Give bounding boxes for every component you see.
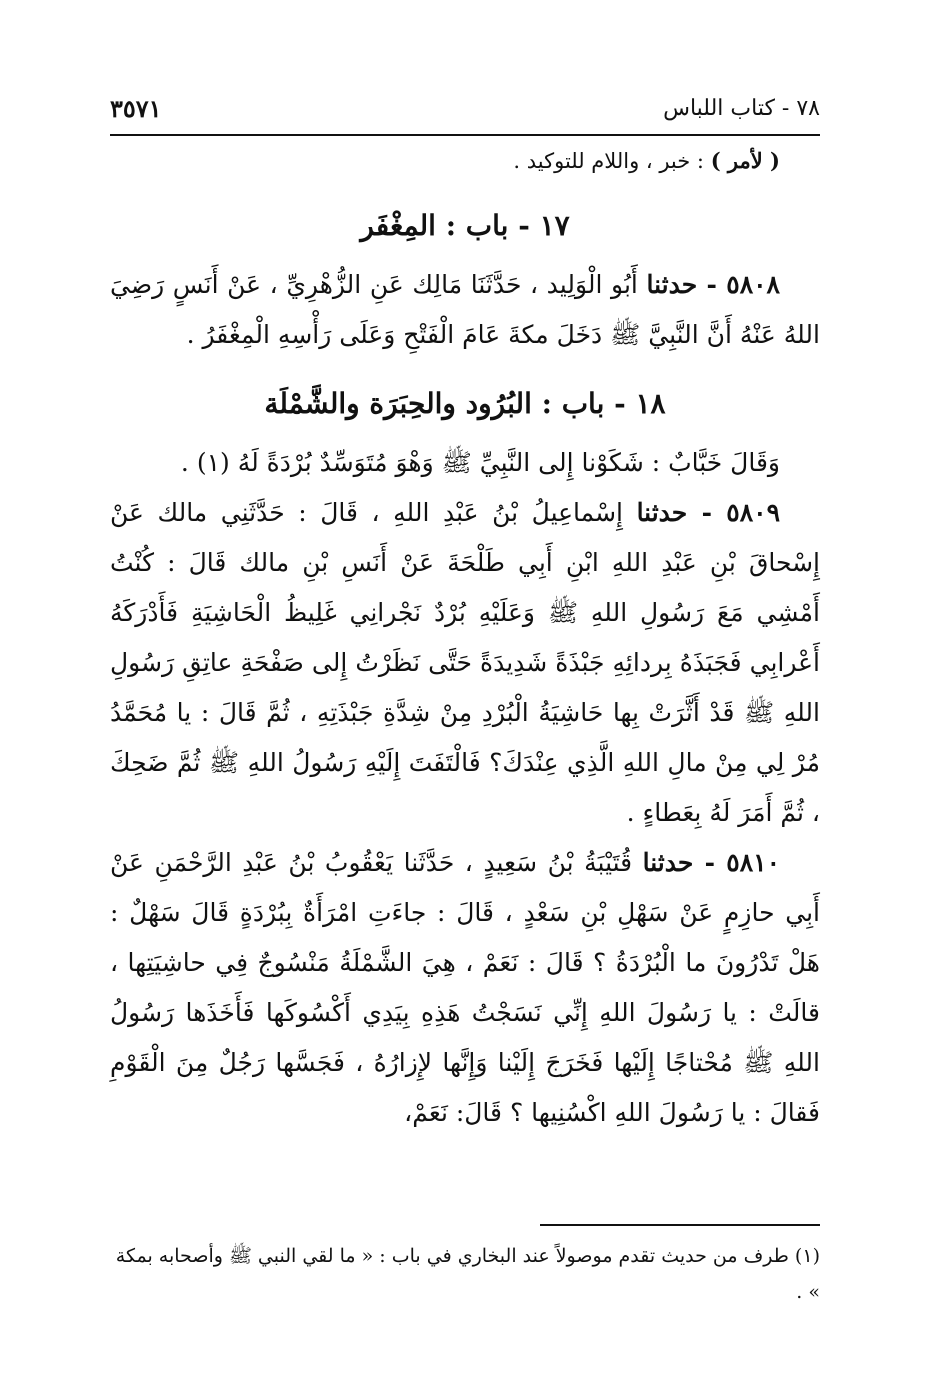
header-rule	[110, 134, 820, 136]
gloss-note	[110, 140, 820, 182]
footnote: (١) طرف من حديث تقدم موصولاً عند البخاري في باب : « ما لقي النبي ﷺ وأصحابه بمكة » .	[115, 1245, 820, 1303]
gloss-term: ( لأمر )	[710, 148, 780, 173]
section-title: ١٨ - باب : البُرُود والحِبَرَة والشَّمْلَة	[264, 387, 666, 420]
hadith-paragraph	[110, 260, 820, 360]
running-chapter-title: ٧٨ - كتاب اللباس	[663, 95, 820, 121]
section-title: ١٧ - باب : المِغْفَر	[360, 209, 570, 242]
hadith-lead: ٥٨٠٨ - حدثنا	[646, 270, 780, 299]
hadith-text: إِسْماعِيلُ بْنُ عَبْدِ اللهِ ، قَالَ : حَدَّثَنِي مالك عَنْ إِسْحاقَ بْنِ عَبْدِ اللهِ ابْنِ أَبِي طَلْحَةَ عَنْ أَنَسِ بْنِ مالك قَالَ : كُنْتُ أَمْشِي مَعَ رَسُولِ اللهِ ﷺ وَعَلَيْهِ بُرْدٌ نَجْرانِي غَلِيظُ الْحَاشِيَةِ فَأَدْرَكَهُ أَعْرابِي فَجَبَذَهُ بِردائِهِ جَبْذَةً شَدِيدَةً حَتَّى نَظَرْتُ إِلى صَفْحَةِ عاتِقِ رَسُولِ اللهِ ﷺ قَدْ أَثَّرَتْ بِها حَاشِيَةُ الْبُرْدِ مِنْ شِدَّةِ جَبْذَتِهِ ، ثُمَّ قَالَ : يا مُحَمَّدُ مُرْ لِي مِنْ مالِ اللهِ الَّذِي عِنْدَكَ؟ فَالْتَفَتَ إِلَيْهِ رَسُولُ اللهِ ﷺ ثُمَّ ضَحِكَ ، ثُمَّ أَمَرَ لَهُ بِعَطاءٍ .	[110, 498, 820, 827]
hadith-text: قُتَيْبَةُ بْنُ سَعِيدٍ ، حَدَّثَنا يَعْقُوبُ بْنُ عَبْدِ الرَّحْمَنِ عَنْ أَبِي حازِمٍ عَنْ سَهْلِ بْنِ سَعْدٍ ، قَالَ : جاءَتِ امْرَأَةٌ بِبُرْدَةٍ قَالَ سَهْلٌ : هَلْ تَدْرُونَ ما الْبُرْدَةُ ؟ قَالَ : نَعَمْ ، هِيَ الشَّمْلَةُ مَنْسُوجٌ فِي حاشِيَتِها ، قالَتْ : يا رَسُولَ اللهِ إِنِّي نَسَجْتُ هَذِهِ بِيَدِي أَكْسُوكَها فَأَخَذَها رَسُولُ اللهِ ﷺ مُحْتاجًا إِلَيْها فَخَرَجَ إِلَيْنا وَإِنَّها لإِزارُهُ ، فَجَسَّها رَجُلٌ مِنَ الْقَوْمِ فَقالَ : يا رَسُولَ اللهِ اكْسُنِيها ؟ قَالَ: نَعَمْ،	[110, 848, 820, 1127]
page-body	[110, 140, 820, 1138]
footnote-rule	[540, 1224, 820, 1226]
section-intro: وَقَالَ خَبَّابٌ : شَكَوْنا إِلى النَّبِيِّ ﷺ وَهْوَ مُتَوَسِّدٌ بُرْدَةً لَهُ (١) .	[180, 448, 780, 477]
hadith-text: أَبُو الْوَلِيد ، حَدَّثَنَا مَالِك عَنِ الزُّهْرِيِّ ، عَنْ أَنَسٍ رَضِيَ اللهُ عَنْهُ أَنَّ النَّبِيَّ ﷺ دَخَلَ مكةَ عَامَ الْفَتْحِ وَعَلَى رَأْسِهِ الْمِغْفَرُ .	[110, 270, 820, 349]
hadith-paragraph	[110, 838, 820, 1138]
page-number: ٣٥٧١	[110, 93, 162, 123]
gloss-text: : خبر ، واللام للتوكيد .	[513, 149, 711, 173]
page-header	[110, 88, 820, 128]
book-page	[110, 0, 820, 1380]
hadith-lead: ٥٨٠٩ - حدثنا	[636, 498, 780, 527]
hadith-paragraph	[110, 488, 820, 838]
hadith-lead: ٥٨١٠ - حدثنا	[642, 848, 781, 877]
